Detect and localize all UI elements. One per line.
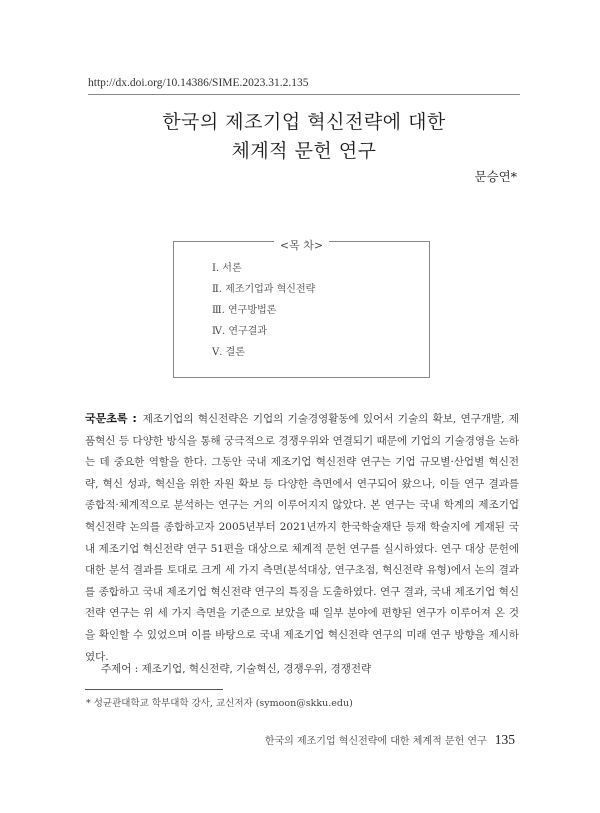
toc-item: Ⅰ. 서론	[212, 263, 242, 274]
running-title: 한국의 제조기업 혁신전략에 대한 체계적 문헌 연구	[264, 736, 487, 747]
author-name: 문승연*	[474, 169, 517, 184]
abstract-label: 국문초록 :	[85, 412, 137, 425]
footnote-rule	[85, 689, 223, 690]
toc-heading-wrap	[174, 234, 429, 253]
title-line-1: 한국의 제조기업 혁신전략에 대한	[162, 111, 446, 133]
toc-list	[212, 262, 315, 367]
running-footer	[265, 732, 515, 748]
author-footnote: * 성균관대학교 학부대학 강사, 교신저자 (symoon@skku.edu)	[86, 698, 353, 709]
toc-item: Ⅲ. 연구방법론	[212, 305, 277, 316]
page-number: 135	[494, 732, 515, 747]
abstract-text: 제조기업의 혁신전략은 기업의 기술경영활동에 있어서 기술의 확보, 연구개발, 제품혁신 등 다양한 방식을 통해 궁극적으로 경쟁우위와 연결되기 때문에 기업의 기술경영을 논하는 데 중요한 역할을 한다. 그동안 국내 제조기업 혁신전략 연구는 기업 규모별·산업별 혁신전략, 혁신 성과, 혁신을 위한 자원 확보 등 다양한 측면에서 연구되어 왔으나, 이들 연구 결과를 종합적·체계적으로 분석하는 연구는 거의 이루어지지 않았다. 본 연구는 국내 학계의 제조기업 혁신전략 논의를 종합하고자 2005년부터 2021년까지 한국학술재단 등재 학술지에 게재된 국내 제조기업 혁신전략 연구 51편을 대상으로 체계적 문헌 연구를 실시하였다. 연구 대상 문헌에 대한 분석 결과를 토대로 크게 세 가지 측면(분석대상, 연구초점, 혁신전략 유형)에서 논의 결과를 종합하고 국내 제조기업 혁신전략 연구의 특징을 도출하였다. 연구 결과, 국내 제조기업 혁신전략 연구는 위 세 가지 측면을 기준으로 보았을 때 일부 분야에 편향된 연구가 이루어져 온 것을 확인할 수 있었으며 이를 바탕으로 국내 제조기업 혁신전략 연구의 미래 연구 방향을 제시하였다.	[85, 413, 519, 663]
toc-item: Ⅱ. 제조기업과 혁신전략	[212, 284, 316, 295]
korean-abstract	[85, 408, 519, 668]
title-line-2: 체계적 문헌 연구	[231, 140, 377, 162]
header-rule	[88, 94, 520, 95]
doi-link[interactable]: http://dx.doi.org/10.14386/SIME.2023.31.2.135	[88, 77, 309, 89]
keywords: 주제어 : 제조기업, 혁신전략, 기술혁신, 경쟁우위, 경쟁전략	[101, 663, 372, 675]
toc-item: Ⅳ. 연구결과	[212, 326, 267, 337]
toc-heading: <목 차>	[274, 239, 329, 252]
toc-item: Ⅴ. 결론	[212, 347, 245, 358]
table-of-contents	[173, 241, 430, 378]
